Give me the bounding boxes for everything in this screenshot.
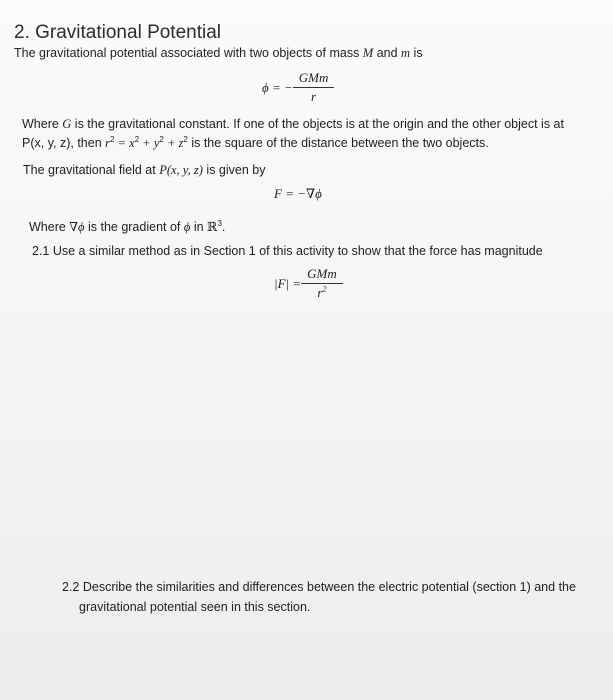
potential-numerator: GMm (298, 70, 329, 85)
intro-and: and (373, 46, 402, 60)
intro-text: The gravitational potential associated with two objects of mass (14, 46, 363, 60)
x-squared-exp: 2 (134, 134, 140, 144)
point-p-text: P(x, y, z), then (22, 136, 106, 150)
potential-fraction (296, 70, 332, 105)
y-term: + y (139, 136, 160, 150)
where-g-prefix: Where (22, 117, 63, 131)
force-numerator: GMm (307, 266, 337, 281)
force-denominator (301, 283, 343, 301)
intro-is: is (410, 46, 423, 60)
z-term: + z (163, 136, 184, 150)
section-heading: 2. Gravitational Potential (14, 22, 222, 43)
field-equation: F = −∇ϕ (274, 186, 322, 201)
grad-phi: ∇ϕ (69, 220, 85, 234)
field-point: P(x, y, z) (159, 163, 203, 177)
gradient-period: . (221, 220, 226, 234)
gradient-of: is the gradient of (84, 220, 184, 234)
cubed-exp: 3 (217, 218, 222, 228)
gradient-prefix: Where (29, 220, 70, 234)
intro-line (14, 46, 423, 61)
potential-denominator: r (293, 87, 335, 105)
gradient-line (29, 219, 225, 235)
force-fraction (304, 266, 340, 301)
question-2-1: 2.1 Use a similar method as in Section 1 of this activity to show that the force has magnitude (32, 244, 543, 258)
gradient-in: in (190, 220, 208, 234)
phi-symbol: ϕ (183, 220, 191, 234)
where-g-line2 (22, 136, 489, 151)
force-den-exp: 2 (322, 284, 327, 294)
r-squared-exp: 2 (110, 134, 115, 144)
force-den-r: r (317, 285, 323, 300)
field-line (23, 163, 265, 178)
force-equation (274, 266, 340, 301)
z-squared-exp: 2 (183, 134, 188, 144)
where-g-line1 (22, 117, 564, 132)
y-squared-exp: 2 (159, 134, 164, 144)
field-suffix: is given by (202, 163, 266, 177)
potential-lhs: ϕ = − (262, 79, 293, 95)
field-prefix: The gravitational field at (23, 163, 160, 177)
question-2-2-line2: gravitational potential seen in this section. (79, 600, 311, 614)
x-term: = x (114, 136, 135, 150)
mass-M: M (362, 46, 374, 60)
where-g-rest: is the gravitational constant. If one of the objects is at the origin and the other object is at (71, 117, 564, 131)
distance-text: is the square of the distance between the two objects. (187, 136, 489, 150)
potential-equation (262, 70, 331, 105)
g-symbol: G (62, 117, 72, 131)
real-space-symbol: ℝ (207, 220, 218, 234)
question-2-2-line1: 2.2 Describe the similarities and differences between the electric potential (section 1) and the (62, 580, 576, 594)
r-symbol: r (105, 136, 110, 150)
mass-m: m (401, 46, 411, 60)
force-lhs: |F| = (274, 275, 302, 291)
